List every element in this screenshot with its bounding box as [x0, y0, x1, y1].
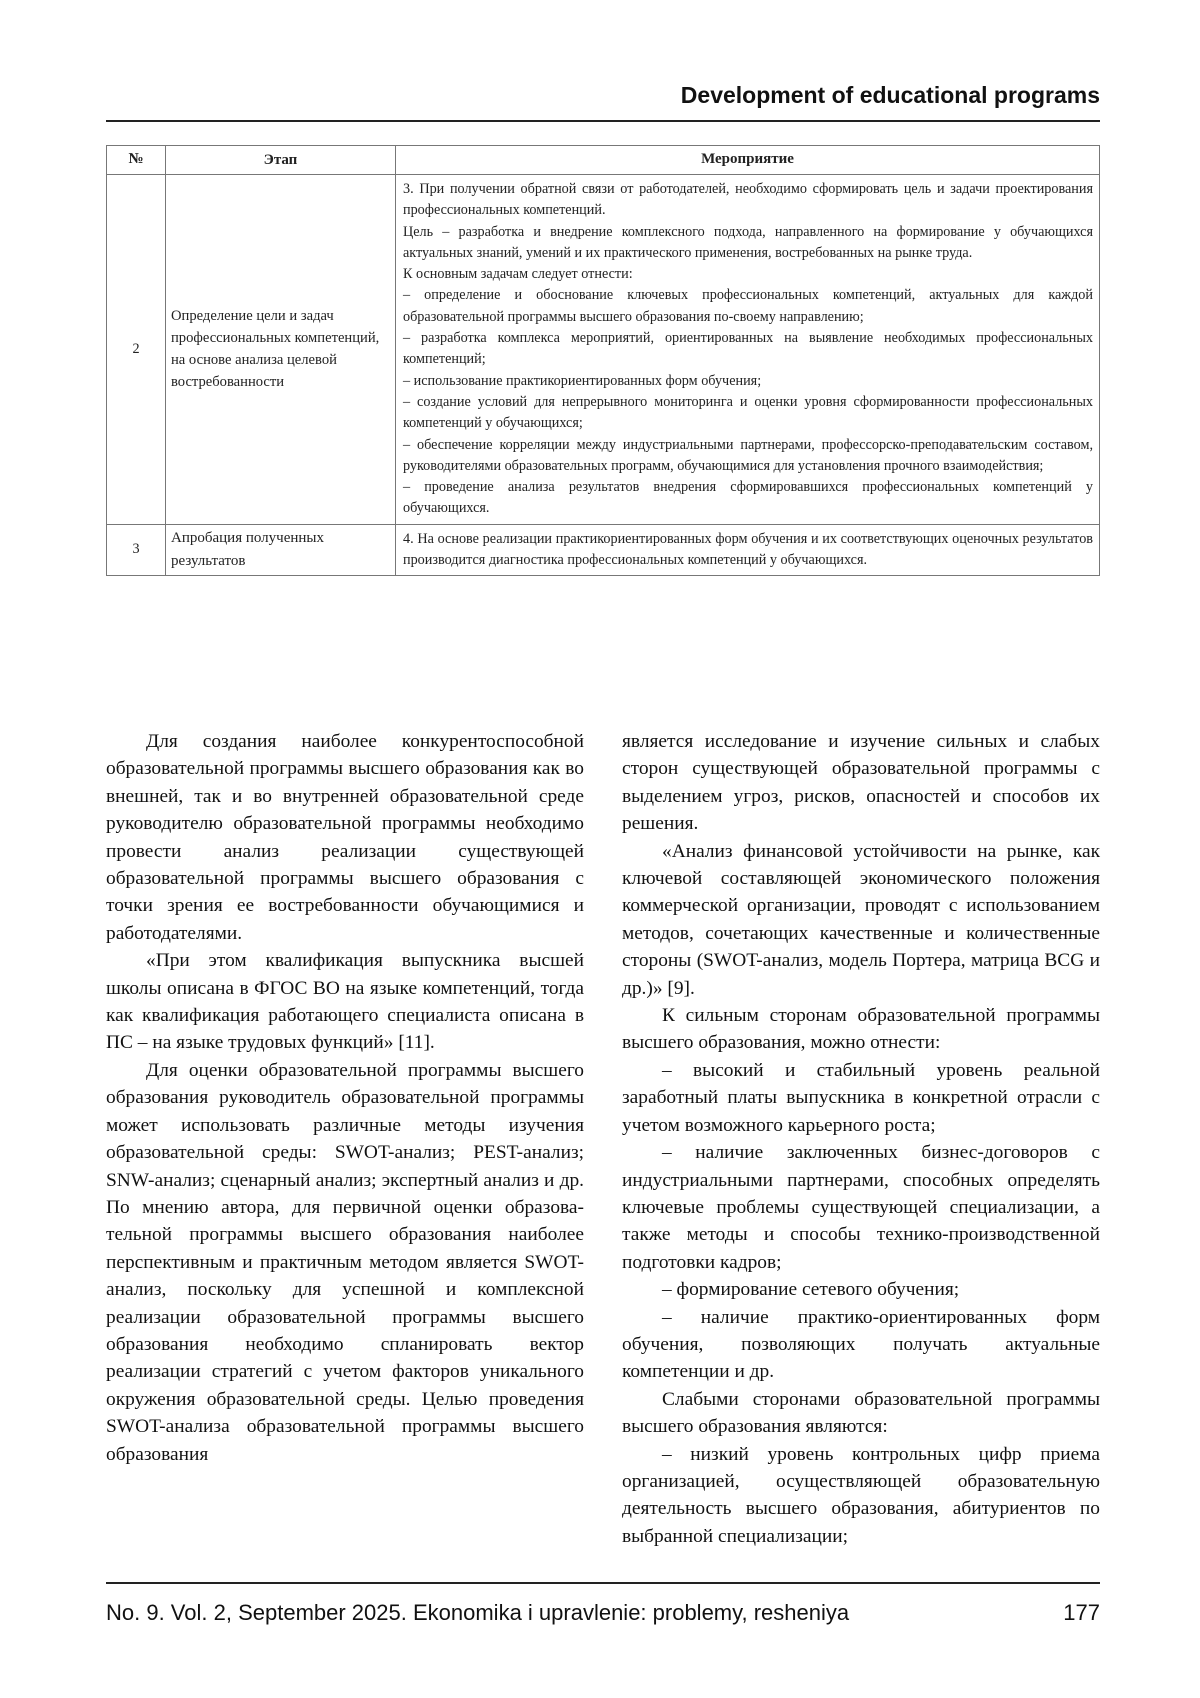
activity-line: Цель – разработка и внедрение комплексного подхода, направленного на формирование у обучающихся актуальных знаний, умений и их практического применения, востребованных на рынке труда.	[403, 223, 1093, 261]
paragraph: К сильным сторонам образовательной программы высшего образования, можно отнести:	[622, 1005, 1100, 1054]
activity-line: – разработка комплекса мероприятий, ориентированных на выявление необходимых профессиональных компетенций;	[403, 330, 1093, 368]
table-row	[107, 524, 1100, 576]
row-number: 3	[107, 524, 166, 576]
paragraph-continuation: является исследование и изучение сильных и слабых сторон существующей образовательной программы с выделением угроз, рисков, опасностей и способов их решения.	[622, 731, 1100, 835]
column-header-number: №	[107, 146, 166, 175]
paragraph: Для создания наиболее конкурентоспособной образовательной программы высшего образования как во внешней, так и во внутренней образовательной среде руководителю образовательной программы необходимо провести анализ реализации существующей образовательной программы высшего образования с точки зрения ее востребованности обучающимися и работодателями.	[106, 731, 584, 944]
column-header-stage: Этап	[166, 146, 396, 175]
footer-rule	[106, 1582, 1100, 1584]
paragraph: Для оценки образовательной программы высшего образования руководитель образовательной программы может использовать различные методы изучения образовательной среды: SWOT-анализ; PEST-анализ; SNW-анализ; сценарный анализ; экспертный анализ и др. По мнению автора, для первичной оценки образовательной программы высшего образования наиболее перспективным и практичным методом является SWOT-анализ, поскольку для успешной и комплексной реализации образовательной программы высшего образования необходимо спланировать вектор реализации стратегий с учетом факторов уникального окружения образовательной среды. Целью проведения SWOT-анализа образовательной программы высшего образования	[106, 1059, 584, 1465]
body-column-left	[106, 728, 584, 1468]
header-rule	[106, 120, 1100, 122]
page-number: 177	[1063, 1600, 1100, 1625]
activity-line: – определение и обоснование ключевых профессиональных компетенций, актуальных для каждой образовательной программы высшего образования по-своему направлению;	[403, 287, 1093, 325]
body-column-right	[622, 728, 1100, 1550]
list-item: – наличие практико-ориентированных форм обучения, позволяющих получать актуальные компетенции и др.	[622, 1306, 1100, 1383]
activity-line: К основным задачам следует отнести:	[403, 266, 633, 283]
column-header-activity: Мероприятие	[396, 146, 1100, 175]
activity-line: – проведение анализа результатов внедрения сформировавшихся профессиональных компетенций у обучающихся.	[403, 479, 1093, 517]
table-header-row	[107, 146, 1100, 175]
row-activity	[396, 175, 1100, 525]
paragraph: «При этом квалификация выпускника высшей школы описана в ФГОС ВО на языке компетенций, тогда как квалификация работающего специалиста описана в ПС – на языке трудовых функций» [11].	[106, 950, 584, 1054]
row-stage: Апробация полученных результатов	[166, 524, 396, 576]
list-item: – наличие заключенных бизнес-договоров с индустриальными партнерами, способных определять ключевые проблемы существующей специализации, а также методы и способы технико-производственной подготовки кадров;	[622, 1142, 1100, 1273]
row-activity	[396, 524, 1100, 576]
row-stage: Определение цели и задач профессиональных компетенций, на основе анализа целевой востребованности	[166, 175, 396, 525]
activity-line: – создание условий для непрерывного мониторинга и оценки уровня сформированности профессиональных компетенций у обучающихся;	[403, 393, 1093, 432]
paragraph: «Анализ финансовой устойчивости на рынке, как ключевой составляющей экономического положения коммерческой организации, проводят с использованием методов, сочетающих качественные и количественные стороны (SWOT-анализ, модель Портера, матрица BCG и др.)» [9].	[622, 840, 1100, 999]
activity-line: – использование практикориентированных форм обучения;	[403, 372, 762, 389]
paragraph: Слабыми сторонами образовательной программы высшего образования являются:	[622, 1388, 1100, 1438]
activity-line: – обеспечение корреляции между индустриальными партнерами, профессорско-преподавательским составом, руководителями образовательных программ, обучающимися для установления прочного взаимодействия;	[403, 436, 1093, 474]
stages-table	[106, 145, 1100, 576]
journal-citation: No. 9. Vol. 2, September 2025. Ekonomika i upravlenie: problemy, resheniya	[106, 1600, 850, 1625]
activity-line: 3. При получении обратной связи от работодателей, необходимо сформировать цель и задачи проектирования профессиональных компетенций.	[403, 181, 1093, 219]
table-row	[107, 175, 1100, 525]
list-item: – формирование сетевого обучения;	[662, 1279, 960, 1301]
list-item: – высокий и стабильный уровень реальной заработный платы выпускника в конкретной отрасли с учетом возможного карьерного роста;	[622, 1059, 1100, 1136]
list-item: – низкий уровень контрольных цифр приема организацией, осуществляющей образовательную деятельность высшего образования, абитуриентов по выбранной специализации;	[622, 1443, 1100, 1547]
activity-line: 4. На основе реализации практикориентированных форм обучения и их соответствующих оценочных результатов производится диагностика профессиональных компетенций у обучающихся.	[403, 530, 1093, 569]
row-number: 2	[107, 175, 166, 525]
running-title: Development of educational programs	[680, 82, 1100, 108]
